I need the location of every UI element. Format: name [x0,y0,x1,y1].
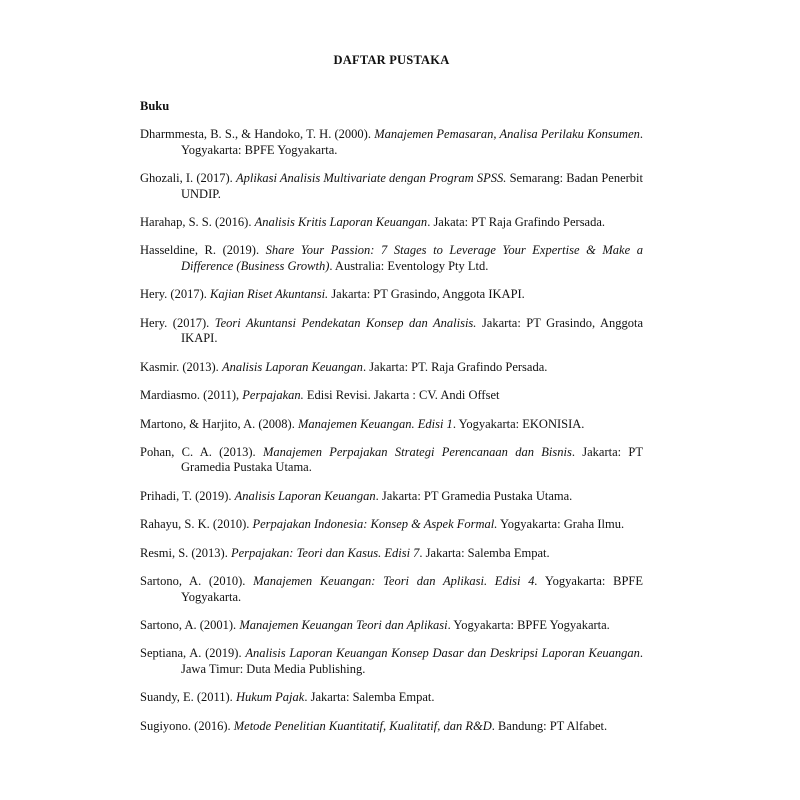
reference-title: Perpajakan Indonesia: Konsep & Aspek Formal. [252,517,498,532]
reference-publisher: . Jakarta: Salemba Empat. [304,690,435,705]
reference-item [140,417,643,433]
reference-title: Teori Akuntansi Pendekatan Konsep dan Analisis. [214,315,477,330]
reference-title: Perpajakan. [242,388,304,403]
reference-publisher: . Jawa Timur: Duta Media Publishing. [181,646,643,677]
reference-item [140,171,643,202]
reference-title: Analisis Laporan Keuangan [221,359,363,374]
reference-title: Analisis Laporan Keuangan Konsep Dasar dan Deskripsi Laporan Keuangan [245,646,640,661]
reference-authors: Sartono, A. (2010). [140,574,254,589]
reference-title: Manajemen Perpajakan Strategi Perencanaan dan Bisnis [262,444,572,459]
reference-title: Hukum Pajak [235,690,305,705]
reference-publisher: . Jakarta: PT Gramedia Pustaka Utama. [375,488,573,503]
reference-publisher: . Yogyakarta: BPFE Yogyakarta. [447,618,610,633]
reference-publisher: . Yogyakarta: BPFE Yogyakarta. [181,127,643,157]
reference-list [140,127,643,747]
reference-title: Perpajakan: Teori dan Kasus. Edisi 7 [230,545,420,560]
reference-authors: Rahayu, S. K. (2010). [140,517,253,532]
reference-item [140,646,643,677]
reference-title: Metode Penelitian Kuantitatif, Kualitatif, dan R&D [233,718,492,733]
reference-item [140,316,643,347]
reference-item [140,574,643,605]
reference-title: Manajemen Keuangan. Edisi 1 [297,416,453,431]
reference-publisher: Edisi Revisi. Jakarta : CV. Andi Offset [303,388,500,403]
reference-publisher: Semarang: Badan Penerbit UNDIP. [181,170,644,201]
reference-authors: Harahap, S. S. (2016). [140,214,255,229]
reference-authors: Martono, & Harjito, A. (2008). [140,416,298,431]
reference-authors: Sugiyono. (2016). [140,718,234,733]
reference-item [140,445,643,476]
reference-publisher: . Bandung: PT Alfabet. [491,718,608,733]
reference-item [140,127,643,158]
reference-publisher: . Yogyakarta: EKONISIA. [452,416,585,431]
reference-authors: Mardiasmo. (2011), [140,388,243,403]
reference-authors: Dharmmesta, B. S., & Handoko, T. H. (2000). [140,127,375,141]
reference-item [140,360,643,376]
reference-publisher: . Jakarta: PT. Raja Grafindo Persada. [362,359,548,374]
reference-publisher: Jakarta: PT Grasindo, Anggota IKAPI. [181,315,643,346]
reference-publisher: . Jakarta: Salemba Empat. [419,545,550,560]
reference-authors: Hery. (2017). [140,315,215,330]
section-heading: Buku [140,99,170,113]
reference-publisher: Yogyakarta: Graha Ilmu. [497,517,625,532]
reference-publisher: . Australia: Eventology Pty Ltd. [329,258,489,273]
reference-item [140,546,643,562]
reference-item [140,719,643,735]
reference-item [140,215,643,231]
reference-title: Manajemen Keuangan Teori dan Aplikasi [239,618,448,633]
reference-authors: Resmi, S. (2013). [140,545,231,560]
reference-publisher: Yogyakarta: BPFE Yogyakarta. [181,574,643,604]
reference-item [140,690,643,706]
reference-publisher: . Jakata: PT Raja Grafindo Persada. [427,214,606,229]
reference-title: Analisis Laporan Keuangan [234,488,376,503]
reference-authors: Kasmir. (2013). [140,359,222,374]
reference-title: Manajemen Pemasaran, Analisa Perilaku Konsumen [374,127,640,141]
reference-title: Aplikasi Analisis Multivariate dengan Program SPSS. [235,170,507,185]
reference-authors: Suandy, E. (2011). [140,690,236,705]
reference-publisher: Jakarta: PT Grasindo, Anggota IKAPI. [328,287,525,302]
page-title: DAFTAR PUSTAKA [333,53,450,67]
reference-item [140,618,643,634]
reference-item [140,243,643,274]
reference-authors: Hery. (2017). [140,287,211,302]
reference-authors: Sartono, A. (2001). [140,618,240,633]
reference-title: Manajemen Keuangan: Teori dan Aplikasi. Edisi 4. [253,574,538,589]
reference-authors: Ghozali, I. (2017). [140,170,236,185]
reference-authors: Prihadi, T. (2019). [140,488,235,503]
reference-item [140,517,643,533]
reference-item [140,287,643,303]
reference-title: Analisis Kritis Laporan Keuangan [254,214,428,229]
reference-authors: Pohan, C. A. (2013). [140,444,263,459]
reference-title: Kajian Riset Akuntansi. [210,287,329,302]
reference-item [140,489,643,505]
reference-authors: Septiana, A. (2019). [140,646,246,661]
reference-item [140,388,643,404]
reference-authors: Hasseldine, R. (2019). [140,243,266,258]
reference-publisher: . Jakarta: PT Gramedia Pustaka Utama. [181,444,643,475]
reference-title: Share Your Passion: 7 Stages to Leverage Your Expertise & Make a Difference (Business Growth) [181,243,643,273]
